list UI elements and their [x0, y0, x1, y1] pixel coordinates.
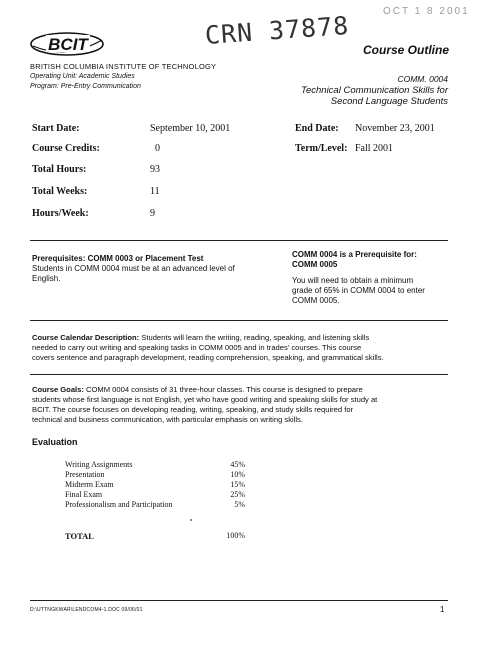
- minimum-grade-line-3: COMM 0005.: [292, 296, 340, 305]
- received-date-stamp: OCT 1 8 2001: [383, 6, 470, 17]
- hours-per-week-label: Hours/Week:: [32, 208, 89, 219]
- course-goals: [32, 385, 457, 425]
- total-weeks-value: 11: [150, 186, 160, 197]
- evaluation-item: Presentation: [65, 470, 105, 479]
- document-title: Course Outline: [363, 43, 450, 57]
- prerequisite-for-block: [292, 250, 452, 306]
- term-level-label: Term/Level:: [295, 143, 348, 154]
- course-title-line-1: Technical Communication Skills for: [301, 85, 448, 96]
- end-date-label: End Date:: [295, 123, 339, 134]
- evaluation-item: Midterm Exam: [65, 480, 114, 489]
- handwritten-crn-note: CRN 37878: [204, 10, 351, 50]
- calendar-description: [32, 333, 457, 363]
- calendar-description-line-1: Students will learn the writing, reading, speaking, and listening skills: [139, 333, 370, 342]
- calendar-description-line-3: covers sentence and paragraph development, reading comprehension, speaking, and grammatical skills.: [32, 353, 384, 362]
- evaluation-percent: 5%: [234, 500, 245, 509]
- course-credits-value: 0: [155, 143, 160, 154]
- term-level-value: Fall 2001: [355, 143, 394, 154]
- evaluation-total-label: TOTAL: [65, 531, 94, 541]
- course-credits-label: Course Credits:: [32, 143, 100, 154]
- prerequisite-for-heading: COMM 0004 is a Prerequisite for:: [292, 250, 417, 259]
- minimum-grade-line-2: grade of 65% in COMM 0004 to enter: [292, 286, 425, 295]
- evaluation-row-writing: [65, 460, 245, 469]
- section-divider: [30, 320, 448, 321]
- start-date-value: September 10, 2001: [150, 123, 231, 134]
- evaluation-item: Final Exam: [65, 490, 103, 499]
- evaluation-percent: 45%: [230, 460, 245, 469]
- evaluation-row-final: [65, 490, 245, 499]
- prerequisites-text-line-2: English.: [32, 274, 61, 283]
- calendar-description-line-2: needed to carry out writing and speaking tasks in COMM 0005 and in trades' courses. This course: [32, 343, 362, 352]
- logo-lettering: BCIT: [48, 35, 88, 54]
- evaluation-percent: 25%: [230, 490, 245, 499]
- evaluation-item: Professionalism and Participation: [65, 500, 173, 509]
- evaluation-total-value: 100%: [226, 531, 245, 540]
- end-date-value: November 23, 2001: [355, 123, 435, 134]
- prerequisite-for-course: COMM 0005: [292, 260, 338, 269]
- evaluation-total-row: [65, 531, 245, 541]
- program-name: Program: Pre-Entry Communication: [30, 83, 141, 90]
- footer-divider: [30, 600, 448, 601]
- total-weeks-label: Total Weeks:: [32, 186, 88, 197]
- footer-file-path: D:\UTTNGKWAR\LENDCOM4-1.DOC 09/06/01: [30, 607, 143, 613]
- prerequisites-text-line-1: Students in COMM 0004 must be at an advanced level of: [32, 264, 235, 273]
- hours-per-week-value: 9: [150, 208, 155, 219]
- calendar-description-label: Course Calendar Description:: [32, 333, 140, 342]
- section-divider: [30, 374, 448, 375]
- minimum-grade-line-1: You will need to obtain a minimum: [292, 276, 414, 285]
- course-goals-line-3: BCIT. The course focuses on developing reading, writing, speaking, and study skills required for: [32, 405, 354, 414]
- course-title-line-2: Second Language Students: [330, 96, 448, 107]
- course-goals-label: Course Goals:: [32, 385, 84, 394]
- evaluation-row-professionalism: [65, 500, 245, 509]
- course-goals-line-2: students whose first language is not English, yet who have good writing and speaking skills for study at: [32, 395, 378, 404]
- course-code: COMM. 0004: [397, 74, 448, 84]
- total-hours-value: 93: [150, 164, 160, 175]
- prerequisites-heading: Prerequisites: COMM 0003 or Placement Test: [32, 254, 204, 263]
- start-date-label: Start Date:: [32, 123, 80, 134]
- bcit-logo: [28, 26, 106, 62]
- evaluation-row-midterm: [65, 480, 245, 489]
- institution-name: BRITISH COLUMBIA INSTITUTE OF TECHNOLOGY: [30, 62, 217, 71]
- prerequisites-block: [32, 254, 282, 284]
- evaluation-row-presentation: [65, 470, 245, 479]
- course-goals-line-1: COMM 0004 consists of 31 three-hour classes. This course is designed to prepare: [83, 385, 363, 394]
- scan-speck: [190, 519, 192, 521]
- evaluation-item: Writing Assignments: [65, 460, 133, 469]
- operating-unit: Operating Unit: Academic Studies: [30, 73, 135, 80]
- page-number: 1: [440, 605, 445, 614]
- course-title: [228, 85, 448, 107]
- section-divider: [30, 240, 448, 241]
- course-goals-line-4: technical and business communication, with particular emphasis on writing skills.: [32, 415, 303, 424]
- evaluation-percent: 15%: [230, 480, 245, 489]
- evaluation-percent: 10%: [230, 470, 245, 479]
- evaluation-heading: Evaluation: [32, 437, 78, 447]
- total-hours-label: Total Hours:: [32, 164, 87, 175]
